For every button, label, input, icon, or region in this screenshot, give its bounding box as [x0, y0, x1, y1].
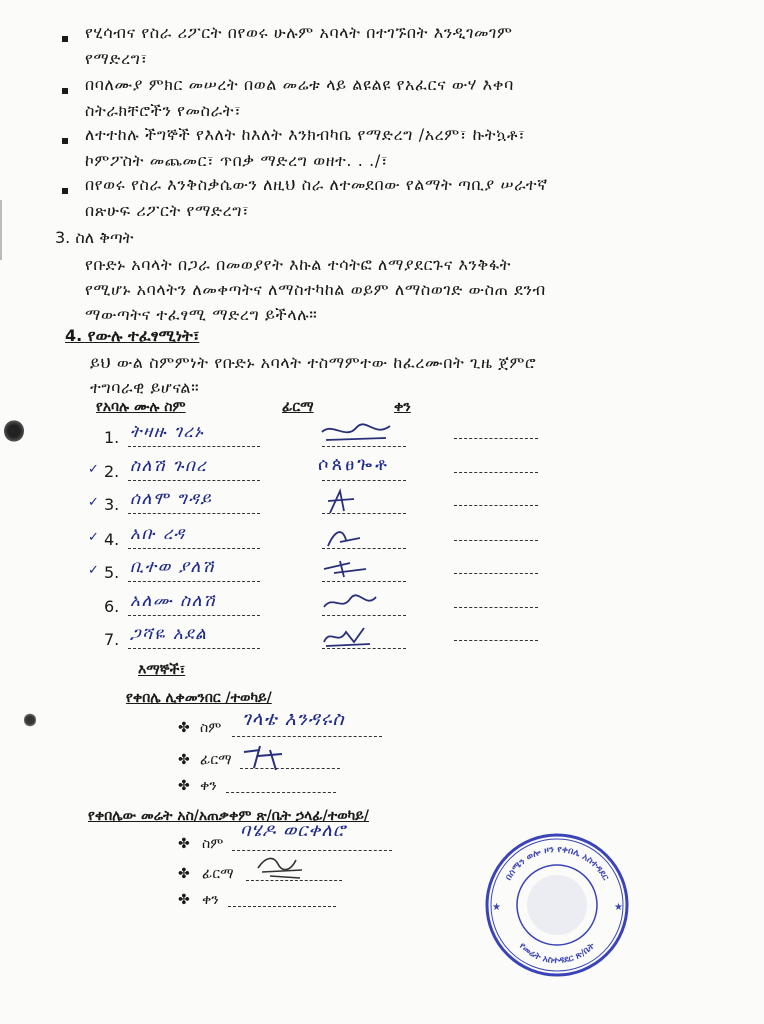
member-row-number: 3. [104, 495, 120, 514]
bullet-marker [62, 36, 68, 42]
stamp-star-icon: ★ [492, 902, 501, 913]
arrow-bullet-icon: ✤ [178, 720, 190, 736]
bullet-3-line2: ኮምፖስት መጨመር፣ ጥበቃ ማድረግ ወዘተ. . ./፣ [85, 151, 388, 170]
member-name-handwritten: ጋሻዬ አደል [130, 624, 208, 644]
member-date-line [454, 573, 538, 574]
punch-hole [24, 712, 36, 728]
checkmark-icon: ✓ [88, 462, 99, 477]
land-officer-name-label: ስም [202, 836, 224, 852]
bullet-2-line2: ስትራክቸሮችን የመስራት፣ [85, 101, 242, 120]
member-row-number: 2. [104, 462, 120, 481]
member-row-number: 5. [104, 563, 120, 582]
section-4-line1: ይህ ውል ስምምነት የቡድኑ አባላት ተስማምተው ከፈረሙበት ጊዜ ጀምሮ [90, 353, 537, 372]
section-4-title: 4. የውሉ ተፈፃሚነት፣ [65, 326, 200, 345]
section-3-line3: ማውጣትና ተፈፃሚ ማድረግ ይችላሉ። [85, 305, 318, 324]
bullet-marker [62, 138, 68, 144]
member-signature [320, 555, 396, 585]
land-officer-signature-label: ፊርማ [202, 866, 234, 882]
receiver-name-label: ስም [200, 720, 222, 736]
member-signature [320, 487, 396, 517]
checkmark-icon: ✓ [88, 563, 99, 578]
arrow-bullet-icon: ✤ [178, 836, 190, 852]
member-name-line [128, 446, 260, 447]
member-name-line [128, 581, 260, 582]
witnesses-title: እማኞች፣ [138, 662, 186, 678]
land-officer-date-line [228, 906, 336, 907]
member-name-line [128, 648, 260, 649]
receiver-date-label: ቀን [200, 778, 217, 794]
member-signature [320, 522, 396, 552]
receiver-name-handwritten: ገላቴ እንዳሩስ [242, 708, 345, 730]
bullet-1-line1: የሂሳብና የስራ ሪፖርት በየወሩ ሁሉም አባላት በተገኙበት እንዲገመገም [85, 23, 513, 42]
member-date-line [454, 607, 538, 608]
bullet-2-line1: በባለሙያ ምክር መሠረት በወል መሬቱ ላይ ልዩልዩ የአፈርና ውሃ እቀባ [85, 75, 514, 94]
member-date-line [454, 438, 538, 439]
member-name-handwritten: ትዛዙ ገረኑ [130, 422, 205, 442]
section-3-line1: የቡድኑ አባላት በጋራ በመወያየት እኩል ተሳትፎ ለማያደርጉና እንቅፋት [85, 255, 512, 274]
receiver-title: የቀበሌ ሊቀመንበር /ተወካይ/ [126, 690, 272, 706]
section-3-title: 3. ስለ ቅጣት [55, 228, 134, 247]
land-officer-signature [252, 850, 312, 884]
land-officer-date-label: ቀን [202, 892, 219, 908]
member-signature [320, 622, 396, 652]
arrow-bullet-icon: ✤ [178, 778, 190, 794]
stamp-top-text: በሰሜን ወሎ ዞን የቀበሌ አስተዳደር [503, 844, 611, 883]
member-signature-line [322, 480, 406, 481]
checkmark-icon: ✓ [88, 530, 99, 545]
header-signature: ፊርማ [282, 399, 314, 415]
arrow-bullet-icon: ✤ [178, 892, 190, 908]
member-signature-handwritten: ሶጰፀጐቶ [318, 454, 390, 475]
bullet-4-line1: በየወሩ የስራ እንቅስቃሴውን ለዚህ ስራ ለተመደበው የልማት ጣቢያ ሠራተኛ [85, 175, 548, 194]
member-date-line [454, 472, 538, 473]
member-name-handwritten: ቢተወ ያለሽ [130, 557, 215, 577]
receiver-date-line [226, 792, 336, 793]
bullet-1-line2: የማድረግ፣ [85, 49, 148, 68]
arrow-bullet-icon: ✤ [178, 752, 190, 768]
bullet-4-line2: በጽሁፍ ሪፖርት የማድረግ፣ [85, 201, 250, 220]
member-signature [320, 420, 396, 450]
section-3-line2: የሚሆኑ አባላትን ለመቀጣትና ለማስተካከል ወይም ለማስወገድ ውስጠ ደንብ [85, 280, 546, 299]
member-name-handwritten: አለሙ ስለሽ [130, 591, 217, 611]
member-name-line [128, 513, 260, 514]
member-date-line [454, 640, 538, 641]
member-name-handwritten: አቡ ረዳ [130, 524, 186, 544]
section-4-line2: ተግባራዊ ይሆናል። [90, 378, 200, 397]
receiver-name-line [232, 736, 382, 737]
arrow-bullet-icon: ✤ [178, 866, 190, 882]
member-name-line [128, 548, 260, 549]
punch-hole [4, 420, 24, 442]
scan-mark [0, 200, 2, 260]
official-stamp [482, 830, 632, 980]
stamp-bottom-text: የመሬት አስተዳደር ጽ/ቤት [516, 941, 598, 967]
checkmark-icon: ✓ [88, 495, 99, 510]
member-date-line [454, 540, 538, 541]
header-date: ቀን [394, 399, 411, 415]
member-name-line [128, 480, 260, 481]
stamp-star-icon: ★ [614, 902, 623, 913]
member-row-number: 1. [104, 428, 120, 447]
header-member-name: የአባሉ ሙሉ ስም [96, 399, 186, 415]
member-row-number: 4. [104, 530, 120, 549]
receiver-signature-label: ፊርማ [200, 752, 232, 768]
member-row-number: 6. [104, 597, 120, 616]
bullet-3-line1: ለተተከሉ ችግኞች የእለት ከእለት እንክብካቤ የማድረግ /አረም፣ ኩትኳቶ፣ [85, 125, 526, 144]
member-row-number: 7. [104, 630, 120, 649]
member-date-line [454, 505, 538, 506]
member-name-handwritten: ስለሽ ጉበረ [130, 456, 208, 476]
land-officer-title: የቀበሌው መሬት አስ/አጠቃቀም ጽ/ቤት ኃላፊ/ተወካይ/ [88, 808, 369, 824]
member-name-handwritten: ሰለሞ ግዳይ [130, 489, 213, 509]
receiver-signature [240, 742, 310, 774]
land-officer-name-handwritten: ባሄዶ ወርቀለሮ [240, 820, 346, 841]
member-name-line [128, 615, 260, 616]
bullet-marker [62, 88, 68, 94]
bullet-marker [62, 188, 68, 194]
member-signature [320, 589, 396, 619]
